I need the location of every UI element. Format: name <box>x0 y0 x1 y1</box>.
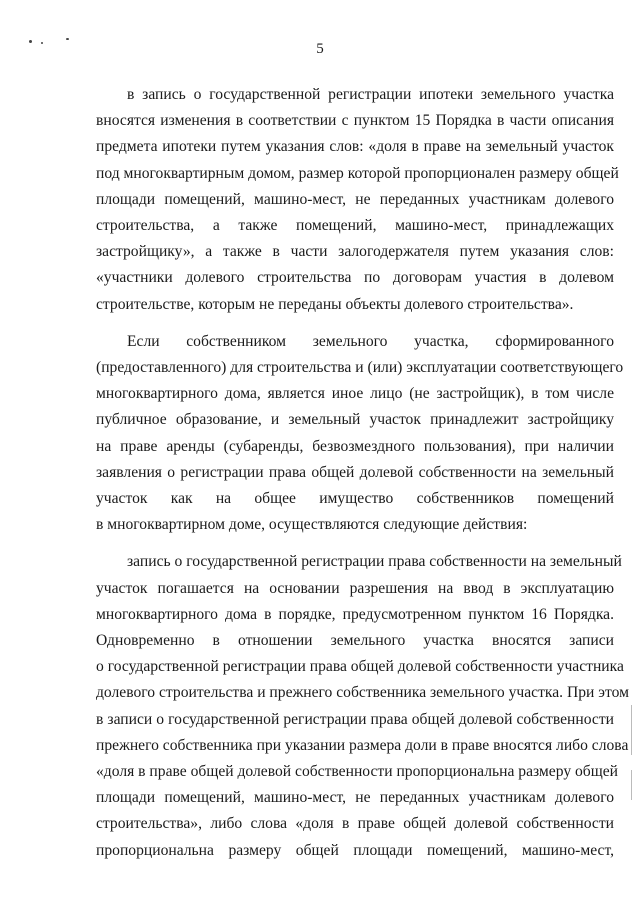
text-line: в многоквартирном доме, осуществляются следующие действия: <box>96 516 528 534</box>
scan-edge-mark <box>631 770 632 800</box>
text-line: долевого строительства и прежнего собственника земельного участка. При этом <box>96 684 629 702</box>
text-line: Одновременно в отношении земельного участка вносятся записи <box>96 632 614 650</box>
text-line: в запись о государственной регистрации ипотеки земельного участка <box>127 86 614 103</box>
page-number: 5 <box>316 41 324 57</box>
text-line: многоквартирного дома, является иное лицо (не застройщик), в том числе <box>96 385 614 403</box>
text-line: пропорциональна размеру общей площади помещений, машино-мест, <box>96 841 614 859</box>
text-line: площади помещений, машино-мест, не переданных участникам долевого <box>96 789 614 807</box>
text-line: строительства, а также помещений, машино-мест, принадлежащих <box>96 217 614 235</box>
text-line: публичное образование, и земельный участок принадлежит застройщику <box>96 411 614 429</box>
text-line: в записи о государственной регистрации права общей долевой собственности <box>96 710 614 728</box>
text-line: участок как на общее имущество собственников помещений <box>96 490 614 508</box>
scan-edge-mark <box>631 705 632 755</box>
text-line: «участники долевого строительства по договорам участия в долевом <box>96 269 614 287</box>
text-line: строительстве, которым не переданы объекты долевого строительства». <box>96 295 574 313</box>
scan-speck <box>66 38 69 40</box>
text-line: строительства», либо слова «доля в праве общей долевой собственности <box>96 815 614 833</box>
text-line: участок погашается на основании разрешения на ввод в эксплуатацию <box>96 579 614 597</box>
text-line: о государственной регистрации права общей долевой собственности участника <box>96 658 624 676</box>
text-line: застройщику», а также в части залогодержателя путем указания слов: <box>96 243 614 261</box>
text-line: Если собственником земельного участка, сформированного <box>127 332 614 350</box>
document-body <box>96 82 629 864</box>
text-line: запись о государственной регистрации права собственности на земельный <box>127 553 622 571</box>
text-line: предмета ипотеки путем указания слов: «доля в праве на земельный участок <box>96 138 614 156</box>
text-line: прежнего собственника при указании размера доли в праве вносятся либо слова <box>96 736 629 754</box>
text-line: многоквартирного дома в порядке, предусмотренном пунктом 16 Порядка. <box>96 605 614 623</box>
text-line: вносятся изменения в соответствии с пунктом 15 Порядка в части описания <box>96 112 614 130</box>
text-line: площади помещений, машино-мест, не переданных участникам долевого <box>96 190 614 208</box>
text-line: под многоквартирным домом, размер которой пропорционален размеру общей <box>96 164 619 182</box>
text-line: на праве аренды (субаренды, безвозмездного пользования), при наличии <box>96 437 614 455</box>
text-line: (предоставленного) для строительства и (или) эксплуатации соответствующего <box>96 359 624 377</box>
text-line: «доля в праве общей долевой собственности пропорциональна размеру общей <box>96 763 619 781</box>
text-line: заявления о регистрации права общей долевой собственности на земельный <box>96 463 614 481</box>
